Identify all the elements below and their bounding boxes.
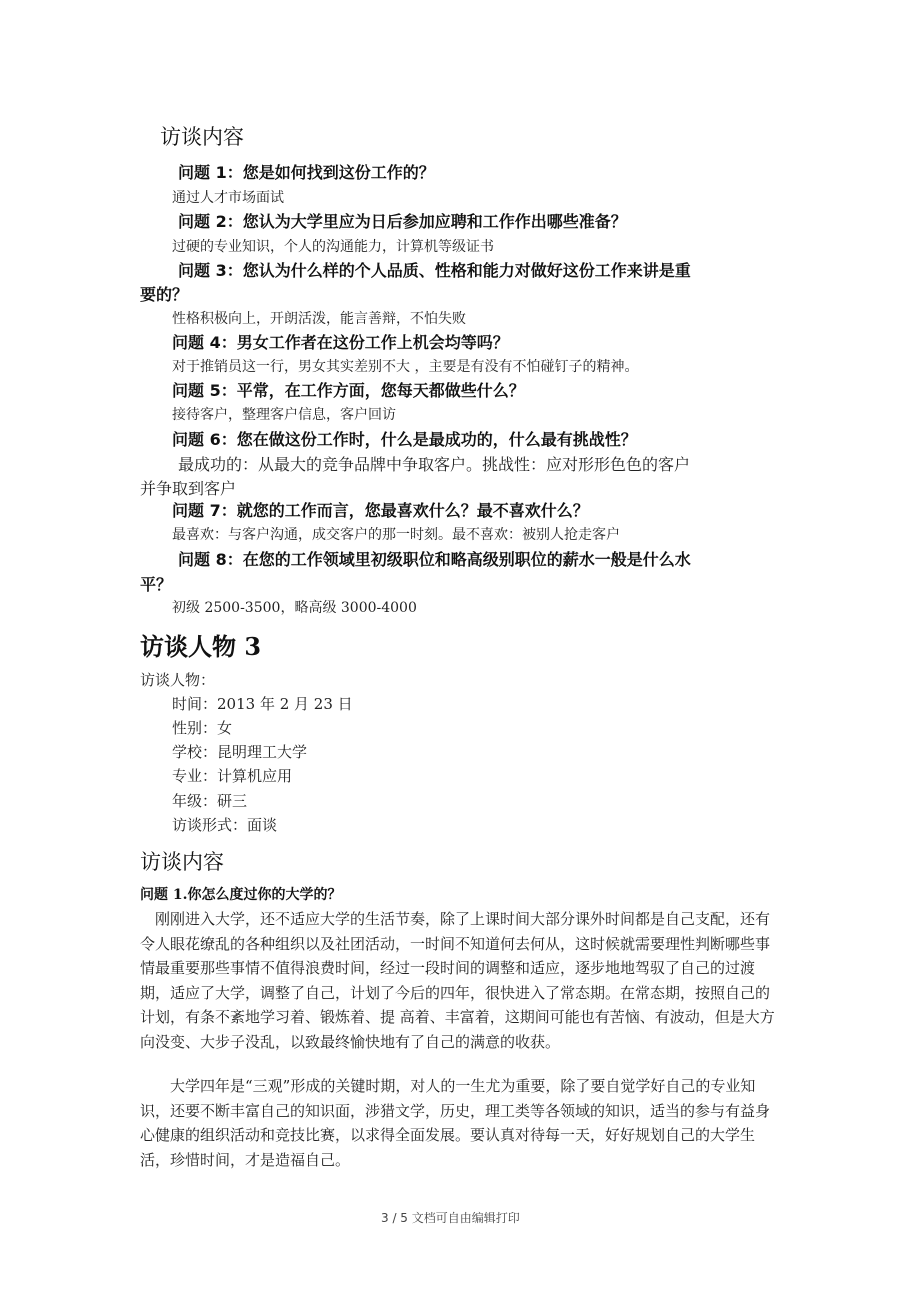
answer-4: 对于推销员这一行，男女其实差别不大 ，主要是有没有不怕碰钉子的精神。 bbox=[172, 359, 639, 375]
question-4: 问题 4：男女工作者在这份工作上机会均等吗？ bbox=[172, 333, 509, 352]
answer-5: 接待客户，整理客户信息，客户回访 bbox=[172, 407, 396, 423]
section-heading: 访谈内容 bbox=[160, 125, 244, 149]
question-8-line2: 平？ bbox=[140, 575, 173, 594]
question-3-line2: 要的？ bbox=[140, 285, 189, 304]
interviewee-school: 学校：昆明理工大学 bbox=[172, 743, 308, 761]
question-3-line1: 问题 3：您认为什么样的个人品质、性格和能力对做好这份工作来讲是重 bbox=[178, 261, 691, 280]
question-2-1: 问题 1.你怎么度过你的大学的？ bbox=[140, 887, 342, 903]
answer-7: 最喜欢：与客户沟通，成交客户的那一时刻。最不喜欢：被别人抢走客户 bbox=[172, 527, 620, 543]
answer-6-line1: 最成功的：从最大的竞争品牌中争取客户。挑战性：应对形形色色的客户 bbox=[178, 455, 691, 474]
page-footer: 3 / 5 文档可自由编辑打印 bbox=[381, 1211, 520, 1225]
question-5: 问题 5：平常，在工作方面，您每天都做些什么？ bbox=[172, 381, 525, 400]
interviewee-major: 专业：计算机应用 bbox=[172, 767, 293, 785]
interviewee-gender: 性别：女 bbox=[172, 719, 233, 737]
paragraph-1: 刚刚进入大学，还不适应大学的生活节奏，除了上课时间大部分课外时间都是自己支配，还有令人眼花缭乱的各种组织以及社团活动，一时间不知道何去何从，这时候就需要理性判断哪些事情最重要那些事情不值得浪费时间，经过一段时间的调整和适应，逐步地地驾驭了自己的过渡期，适应了大学，调整了自己，计划了今后的四年，很快进入了常态期。在常态期，按照自己的计划，有条不紊地学习着、锻炼着、提 高着、丰富着，这期间可能也有苦恼、有波动，但是大方向没变、大步子没乱，以致最终愉快地有了自己的满意的收获。 bbox=[140, 910, 775, 1051]
answer-2: 过硬的专业知识，个人的沟通能力，计算机等级证书 bbox=[172, 239, 494, 255]
answer-8: 初级 2500-3500，略高级 3000-4000 bbox=[172, 600, 417, 616]
question-2: 问题 2：您认为大学里应为日后参加应聘和工作作出哪些准备？ bbox=[178, 212, 627, 231]
paragraph-2: 大学四年是“三观”形成的关键时期，对人的一生尤为重要，除了要自觉学好自己的专业知识，还要不断丰富自己的知识面，涉猎文学，历史，理工类等各领域的知识，适当的参与有益身心健康的组织活动和竞技比赛，以求得全面发展。要认真对待每一天，好好规划自己的大学生活，珍惜时间，才是造福自己。 bbox=[140, 1077, 771, 1169]
interviewee-grade: 年级：研三 bbox=[172, 792, 248, 810]
interview-time: 时间：2013 年 2 月 23 日 bbox=[172, 695, 353, 713]
question-1: 问题 1：您是如何找到这份工作的？ bbox=[178, 163, 435, 182]
section-heading-2: 访谈内容 bbox=[140, 850, 224, 874]
question-7: 问题 7：就您的工作而言，您最喜欢什么？最不喜欢什么？ bbox=[172, 501, 589, 520]
answer-3: 性格积极向上，开朗活泼，能言善辩，不怕失败 bbox=[172, 311, 466, 327]
interviewee-heading: 访谈人物 3 bbox=[140, 632, 262, 661]
question-8-line1: 问题 8：在您的工作领域里初级职位和略高级别职位的薪水一般是什么水 bbox=[178, 550, 691, 569]
answer-6-line2: 并争取到客户 bbox=[140, 479, 237, 498]
answer-1: 通过人才市场面试 bbox=[172, 190, 284, 206]
interview-form: 访谈形式：面谈 bbox=[172, 816, 278, 834]
interviewee-label: 访谈人物： bbox=[140, 671, 216, 689]
question-6: 问题 6：您在做这份工作时，什么是最成功的，什么最有挑战性？ bbox=[172, 430, 637, 449]
